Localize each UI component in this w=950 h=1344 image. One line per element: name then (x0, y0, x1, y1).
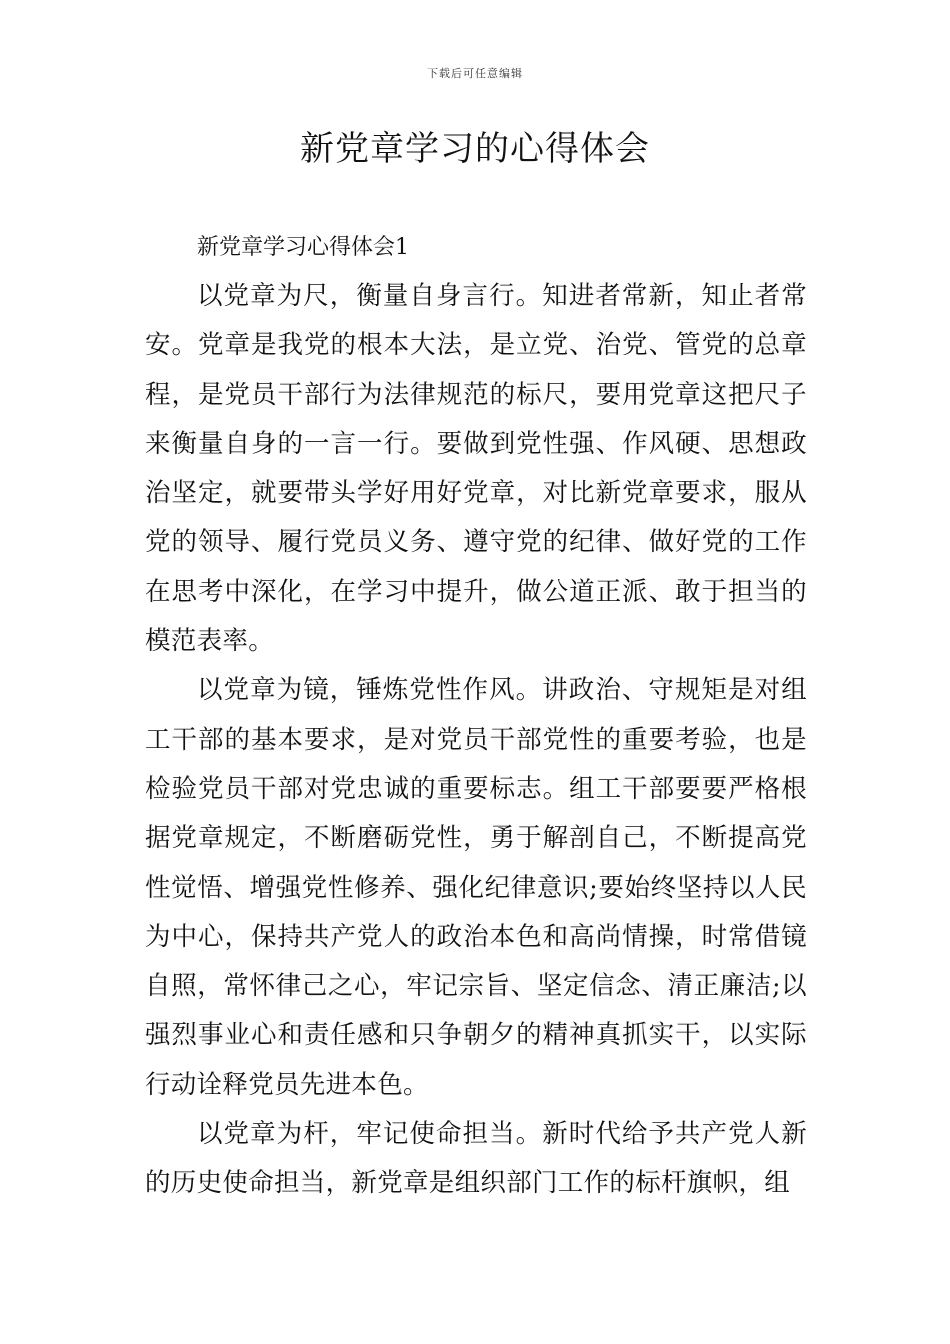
document-title: 新党章学习的心得体会 (300, 129, 650, 169)
paragraph-2: 以党章为镜，锤炼党性作风。讲政治、守规矩是对组工干部的基本要求，是对党员干部党性的重要考验，也是检验党员干部对党忠诚的重要标志。组工干部要要严格根据党章规定，不断磨砺党性，勇于解剖自己，不断提高党性觉悟、增强党性修养、强化纪律意识;要始终坚持以人民为中心，保持共产党人的政治本色和高尚情操，时常借镜自照，常怀律己之心，牢记宗旨、坚定信念、清正廉洁;以强烈事业心和责任感和只争朝夕的精神真抓实干，以实际行动诠释党员先进本色。 (145, 675, 807, 1100)
paragraph-3: 以党章为杆，牢记使命担当。新时代给予共产党人新的历史使命担当，新党章是组织部门工作的标杆旗帜，组 (145, 1119, 807, 1199)
header-note: 下载后可任意编辑 (427, 67, 523, 80)
section-heading: 新党章学习心得体会1 (197, 235, 409, 260)
paragraph-1: 以党章为尺，衡量自身言行。知进者常新，知止者常安。党章是我党的根本大法，是立党、治党、管党的总章程，是党员干部行为法律规范的标尺，要用党章这把尺子来衡量自身的一言一行。要做到党性强、作风硬、思想政治坚定，就要带头学好用好党章，对比新党章要求，服从党的领导、履行党员义务、遵守党的纪律、做好党的工作在思考中深化，在学习中提升，做公道正派、敢于担当的模范表率。 (145, 281, 807, 657)
document-body (145, 224, 807, 1209)
